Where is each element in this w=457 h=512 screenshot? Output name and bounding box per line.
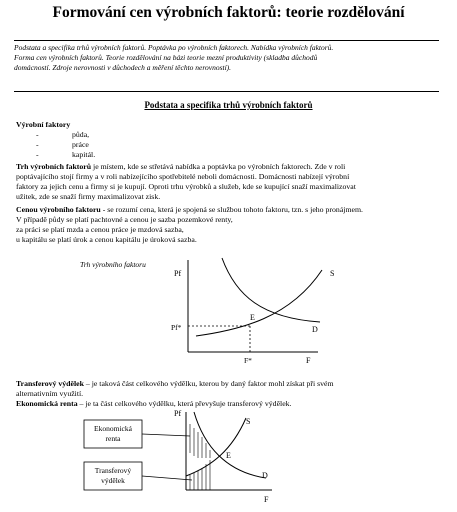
factor-item-3: - kapitál. [36, 150, 96, 159]
trh-line-2: poptávajícího stojí firmy a v roli nabízejícího spotřebitelé neboli domácnosti. Domácnosti nabízejí výrobní [16, 172, 350, 181]
graph1-e-label: E [250, 313, 255, 322]
graph1-supply-curve [196, 270, 322, 336]
economic-rent-label-1: Ekonomická [94, 424, 132, 433]
graph2-d-label: D [262, 471, 268, 480]
trh-line-1: Trh výrobních faktorů je místem, kde se střetává nabídka a poptávka po výrobních faktorech. Zde v roli [16, 162, 346, 171]
section-heading: Podstata a specifika trhů výrobních faktorů [144, 100, 313, 110]
document-title: Formování cen výrobních faktorů: teorie rozdělování [52, 4, 405, 21]
renta-line-1: Ekonomická renta – je ta část celkového výdělku, která převyšuje transferový výdělek. [16, 399, 292, 408]
graph2-rent-area [186, 420, 210, 458]
cena-line-4: u kapitálu se platí úrok a cenou kapitálu je úroková sazba. [16, 235, 197, 244]
rent-graph [0, 406, 457, 512]
cena-line-2: V případě půdy se platí pachtovné a cenou je sazba pozemkové renty, [16, 215, 233, 224]
transfer-line-1: Transferový výdělek – je taková část celkového výdělku, kterou by daný faktor mohl získat při svém [16, 379, 334, 388]
cena-line-1: Cenou výrobního faktoru - se rozumí cena, která je spojená se službou tohoto faktoru, tzn. s jeho pronájmem. [16, 205, 363, 214]
factors-heading: Výrobní faktory [16, 120, 71, 129]
transfer-earnings-pointer [142, 476, 192, 480]
trh-line-4: užitek, zde se snaží firmy maximalizovat zisk. [16, 192, 161, 201]
graph2-e-label: E [226, 451, 231, 460]
economic-rent-label-2: renta [105, 434, 121, 443]
graph1-y-label: Pf [174, 269, 182, 278]
abstract-line-2: Forma cen výrobních faktorů. Teorie rozdělování na bázi teorie mezní produktivity (skladba důchodů [14, 53, 318, 62]
transfer-earnings-label-2: výdělek [101, 476, 125, 485]
transfer-line-2: alternativním využití. [16, 389, 84, 398]
trh-line-3: faktory za jejich cenu a firmy si je kupují. Oproti trhu výrobků a služeb, kde se kupující snaží maximalizovat [16, 182, 356, 191]
factor-item-1: - půda, [36, 130, 90, 139]
graph1-x-label: F [306, 356, 311, 365]
graph1-d-label: D [312, 325, 318, 334]
graph2-s-label: S [246, 417, 251, 426]
graph1-s-label: S [330, 269, 335, 278]
graph1-f-star-label: F* [244, 356, 252, 365]
economic-rent-pointer [142, 434, 190, 436]
abstract-line-1: Podstata a specifika trhů výrobních faktorů. Poptávka po výrobních faktorech. Nabídka výrobních faktorů. [14, 43, 334, 52]
graph2-y-label: Pf [174, 409, 182, 418]
graph2-x-label: F [264, 495, 269, 504]
factor-market-graph [0, 252, 457, 370]
graph2-supply-curve [186, 418, 246, 476]
abstract-line-3: domácností. Zdroje nerovnosti v důchodech a měření těchto nerovností). [14, 63, 232, 72]
abstract-box [14, 40, 439, 92]
graph1-caption: Trh výrobního faktoru [80, 260, 146, 269]
transfer-earnings-label-1: Transferový [94, 466, 132, 475]
factor-item-2: - práce [36, 140, 89, 149]
cena-line-3: za práci se platí mzda a cenou práce je mzdová sazba, [16, 225, 184, 234]
graph1-pf-star-label: Pf* [171, 323, 182, 332]
